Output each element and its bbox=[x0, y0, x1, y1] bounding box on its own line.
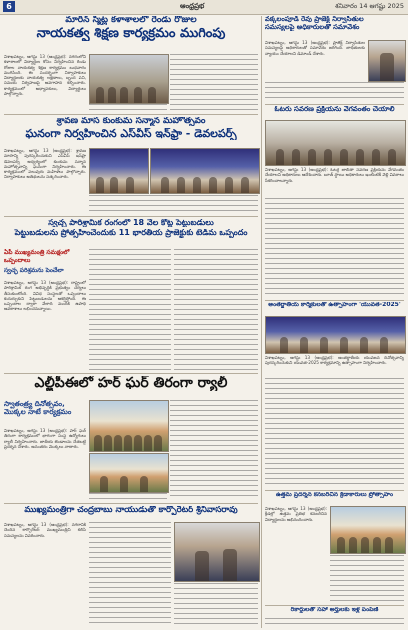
story2-headline-line2: ఘనంగా నిర్వహించిన ఎస్‌వీస్ ఇన్‌ఫ్రా - డెవలపర్స్ bbox=[25, 128, 237, 140]
story2-headline-line1: శ్రావణ మాస కుంకుమ సన్మాన మహోత్సవం bbox=[56, 117, 206, 126]
story2-header bbox=[4, 117, 258, 145]
right4-body-continued bbox=[330, 555, 404, 602]
story1-header bbox=[4, 16, 258, 52]
story3-body-col2 bbox=[89, 249, 171, 370]
story2-photo-2 bbox=[150, 148, 260, 194]
right4-body: విశాఖపట్నం, ఆగస్టు 13 (ఆంధ్రప్రభ): క్రీడల్లో ఉత్తమ ప్రతిభ కనబరిచిన విద్యార్థులను అభినందించారు. bbox=[265, 506, 327, 522]
story1-headline-line1: మారిన్ స్మిట్ల కళాశాలలో రెండు రోజుల bbox=[65, 16, 197, 25]
story5-body: విశాఖపట్నం, ఆగస్టు 13 (ఆంధ్రప్రభ): నగరానికి చెందిన కార్పొరేటర్ ముఖ్యమంత్రిని కలిసి సమస్యలను వివరించారు. bbox=[4, 522, 86, 538]
story1-body-continued bbox=[170, 54, 258, 110]
right3-header bbox=[265, 302, 404, 314]
story3-subhead-box bbox=[4, 249, 86, 279]
right4-headline: ఉత్తమ ప్రదర్శన కనబరిచిన క్రీడాకారులు ప్రోత్సాహం bbox=[275, 492, 394, 498]
story4-headline: ఎల్జీపీఈలో హర్ ఘర్ తిరంగా ర్యాలీ bbox=[34, 376, 228, 391]
divider bbox=[4, 373, 258, 374]
story4-subhead-line1: స్వాతంత్ర్య దినోత్సవం, bbox=[4, 400, 65, 408]
story3-headline-line1: స్వచ్ఛ పారిశ్రామిక రంగంలో 18 వేల కోట్ల పెట్టుబడులు bbox=[48, 219, 214, 227]
divider bbox=[265, 490, 404, 491]
divider bbox=[265, 104, 404, 105]
right2-header bbox=[265, 106, 404, 118]
story1-photo-1 bbox=[89, 54, 169, 104]
story5-headline: ముఖ్యమంత్రిగా చంద్రబాబు నాయుడుతో కార్పొరేటర్ శ్రీనివాసరావు bbox=[24, 506, 238, 515]
right4-header bbox=[265, 492, 404, 504]
story4-body: విశాఖపట్నం, ఆగస్టు 13 (ఆంధ్రప్రభ): హర్ ఘర్ తిరంగా కార్యక్రమంలో భాగంగా సంస్థ ఉద్యోగులు ర్యాలీ నిర్వహించారు. జాతీయ జెండాలను చేతబట్టి ప్రదర్శన చేశారు. అనంతరం మొక్కలు నాటారు. bbox=[4, 428, 86, 449]
story4-photo-caption bbox=[89, 493, 167, 501]
page-number: 6 bbox=[3, 1, 15, 12]
right3-headline: అంతర్జాతీయ కార్మికులతో ఉత్సాహంగా 'యువత-2025' bbox=[268, 302, 401, 308]
story4-photo-1 bbox=[89, 400, 169, 452]
right2-photo bbox=[265, 120, 406, 166]
story5-photo bbox=[174, 522, 260, 582]
paper-name: ఆంధ్రప్రభ bbox=[180, 2, 205, 10]
story5-body-col3 bbox=[174, 583, 258, 626]
issue-date: శనివారం 14 ఆగష్టు 2025 bbox=[335, 2, 404, 10]
story3-headline-line2: పెట్టుబడులను ప్రోత్సహించేందుకు 11 భారతీయ ప్రాజెక్టుకు టెడీమ ఒప్పందం bbox=[14, 229, 248, 238]
story2-photo-1 bbox=[89, 148, 149, 194]
divider bbox=[4, 216, 258, 217]
right3-body-continued bbox=[265, 378, 404, 488]
story4-body-continued bbox=[170, 400, 258, 500]
right1-headline-line1: వక్కలంపూడి రేవు ప్రాజెక్ట్ నిర్వాసితుల bbox=[265, 16, 364, 23]
right5-body bbox=[265, 618, 404, 628]
right5-header bbox=[265, 607, 404, 617]
story1-headline-line2: నాయకత్వ శిక్షణ కార్యక్రమం ముగింపు bbox=[36, 27, 226, 42]
right5-headline: రికార్డులతో సహా అర్హులకు ఇళ్ల పంపిణీ bbox=[290, 607, 379, 613]
right3-photo bbox=[265, 316, 406, 354]
right2-headline: ఓటరు సవరణ ప్రక్రియను వేగవంతం చేయాలి bbox=[274, 106, 395, 113]
divider bbox=[4, 114, 258, 115]
story5-body-col2 bbox=[89, 522, 171, 626]
story4-subhead-box bbox=[4, 400, 86, 426]
right1-body-continued bbox=[265, 82, 404, 102]
right1-headline-line2: సమస్యలపై అధికారులతో సమావేశం bbox=[265, 24, 360, 32]
right3-body: విశాఖపట్నం, ఆగస్టు 13 (ఆంధ్రప్రభ): అంతర్జాతీయ యువజన దినోత్సవాన్ని పురస్కరించుకుని యువత-2025 కార్యక్రమాన్ని ఉత్సాహంగా నిర్వహించారు. bbox=[265, 355, 404, 366]
story3-subhead: ఏపీ ముఖ్యమంత్రి సమక్షంలో ఒప్పందాలు bbox=[4, 249, 70, 264]
right4-photo bbox=[330, 506, 406, 554]
divider bbox=[265, 605, 404, 606]
right1-photo bbox=[368, 40, 406, 82]
story3-body-col3 bbox=[174, 249, 258, 370]
story3-kicker: స్వచ్ఛ పరిశ్రమను పెంచేలా bbox=[4, 267, 64, 274]
story4-header bbox=[4, 376, 258, 396]
column-divider bbox=[261, 16, 262, 628]
story2-body: విశాఖపట్నం, ఆగస్టు 13 (ఆంధ్రప్రభ): శ్రావణ మాసాన్ని పురస్కరించుకుని ఎస్‌వీస్ ఇన్‌ఫ్రా డెవలపర్స్ ఆధ్వర్యంలో కుంకుమ సన్మాన మహోత్సవాన్ని ఘనంగా నిర్వహించారు. ఈ కార్యక్రమంలో పలువురు మహిళలు పాల్గొన్నారు. నిర్వాహకులు అతిథులను సత్కరించారు. bbox=[4, 148, 86, 180]
right2-body-continued bbox=[265, 198, 404, 298]
story3-header bbox=[4, 219, 258, 247]
divider bbox=[4, 503, 258, 504]
story2-body-continued bbox=[89, 195, 258, 214]
divider bbox=[265, 300, 404, 301]
story5-header bbox=[4, 506, 258, 520]
right2-body: విశాఖపట్నం, ఆగస్టు 13 (ఆంధ్రప్రభ): ఓటర్ల జాబితా సవరణ ప్రక్రియను వేగవంతం చేయాలని అధికారులు ఆదేశించారు. బూత్ స్థాయి అధికారులు ఇంటింటికీ వెళ్లి వివరాలు సేకరించాలన్నారు. bbox=[265, 167, 404, 183]
story1-body: విశాఖపట్నం, ఆగస్టు 13 (ఆంధ్రప్రభ): నగరంలోని కళాశాలలో విద్యార్థుల కోసం నిర్వహించిన రెండు రోజుల నాయకత్వ శిక్షణ కార్యక్రమం బుధవారం ముగిసింది. ఈ సందర్భంగా నిర్వాహకులు విద్యార్థులకు నాయకత్వ లక్షణాలు, బృంద పని, సమయ నిర్వహణపై అవగాహన కల్పించారు. కార్యక్రమంలో అధ్యాపకులు, విద్యార్థులు పాల్గొన్నారు. bbox=[4, 54, 86, 97]
story4-photo-2 bbox=[89, 453, 169, 493]
right1-body: విశాఖపట్నం, ఆగస్టు 13 (ఆంధ్రప్రభ): ప్రాజెక్ట్ నిర్వాసితుల సమస్యలపై అధికారులతో సమావేశం జరిగింది. బాధితులకు న్యాయం చేయాలని డిమాండ్ చేశారు. bbox=[265, 40, 365, 56]
story1-photo-caption bbox=[89, 104, 167, 112]
story3-body: విశాఖపట్నం, ఆగస్టు 13 (ఆంధ్రప్రభ): రాష్ట్రంలో పారిశ్రామిక రంగ అభివృద్ధికి ప్రభుత్వం చర్యలు తీసుకుంటోంది. వివిధ సంస్థలతో ఒప్పందాలు కుదుర్చుకుని పెట్టుబడులను ఆకర్షిస్తోంది. ఈ ఒప్పందాల ద్వారా వేలాది మందికి ఉపాధి అవకాశాలు లభించనున్నాయి. bbox=[4, 280, 86, 312]
story4-subhead-line2: మొక్కల నాటే కార్యక్రమం bbox=[4, 408, 72, 416]
masthead bbox=[0, 0, 408, 15]
right1-header bbox=[265, 16, 404, 38]
